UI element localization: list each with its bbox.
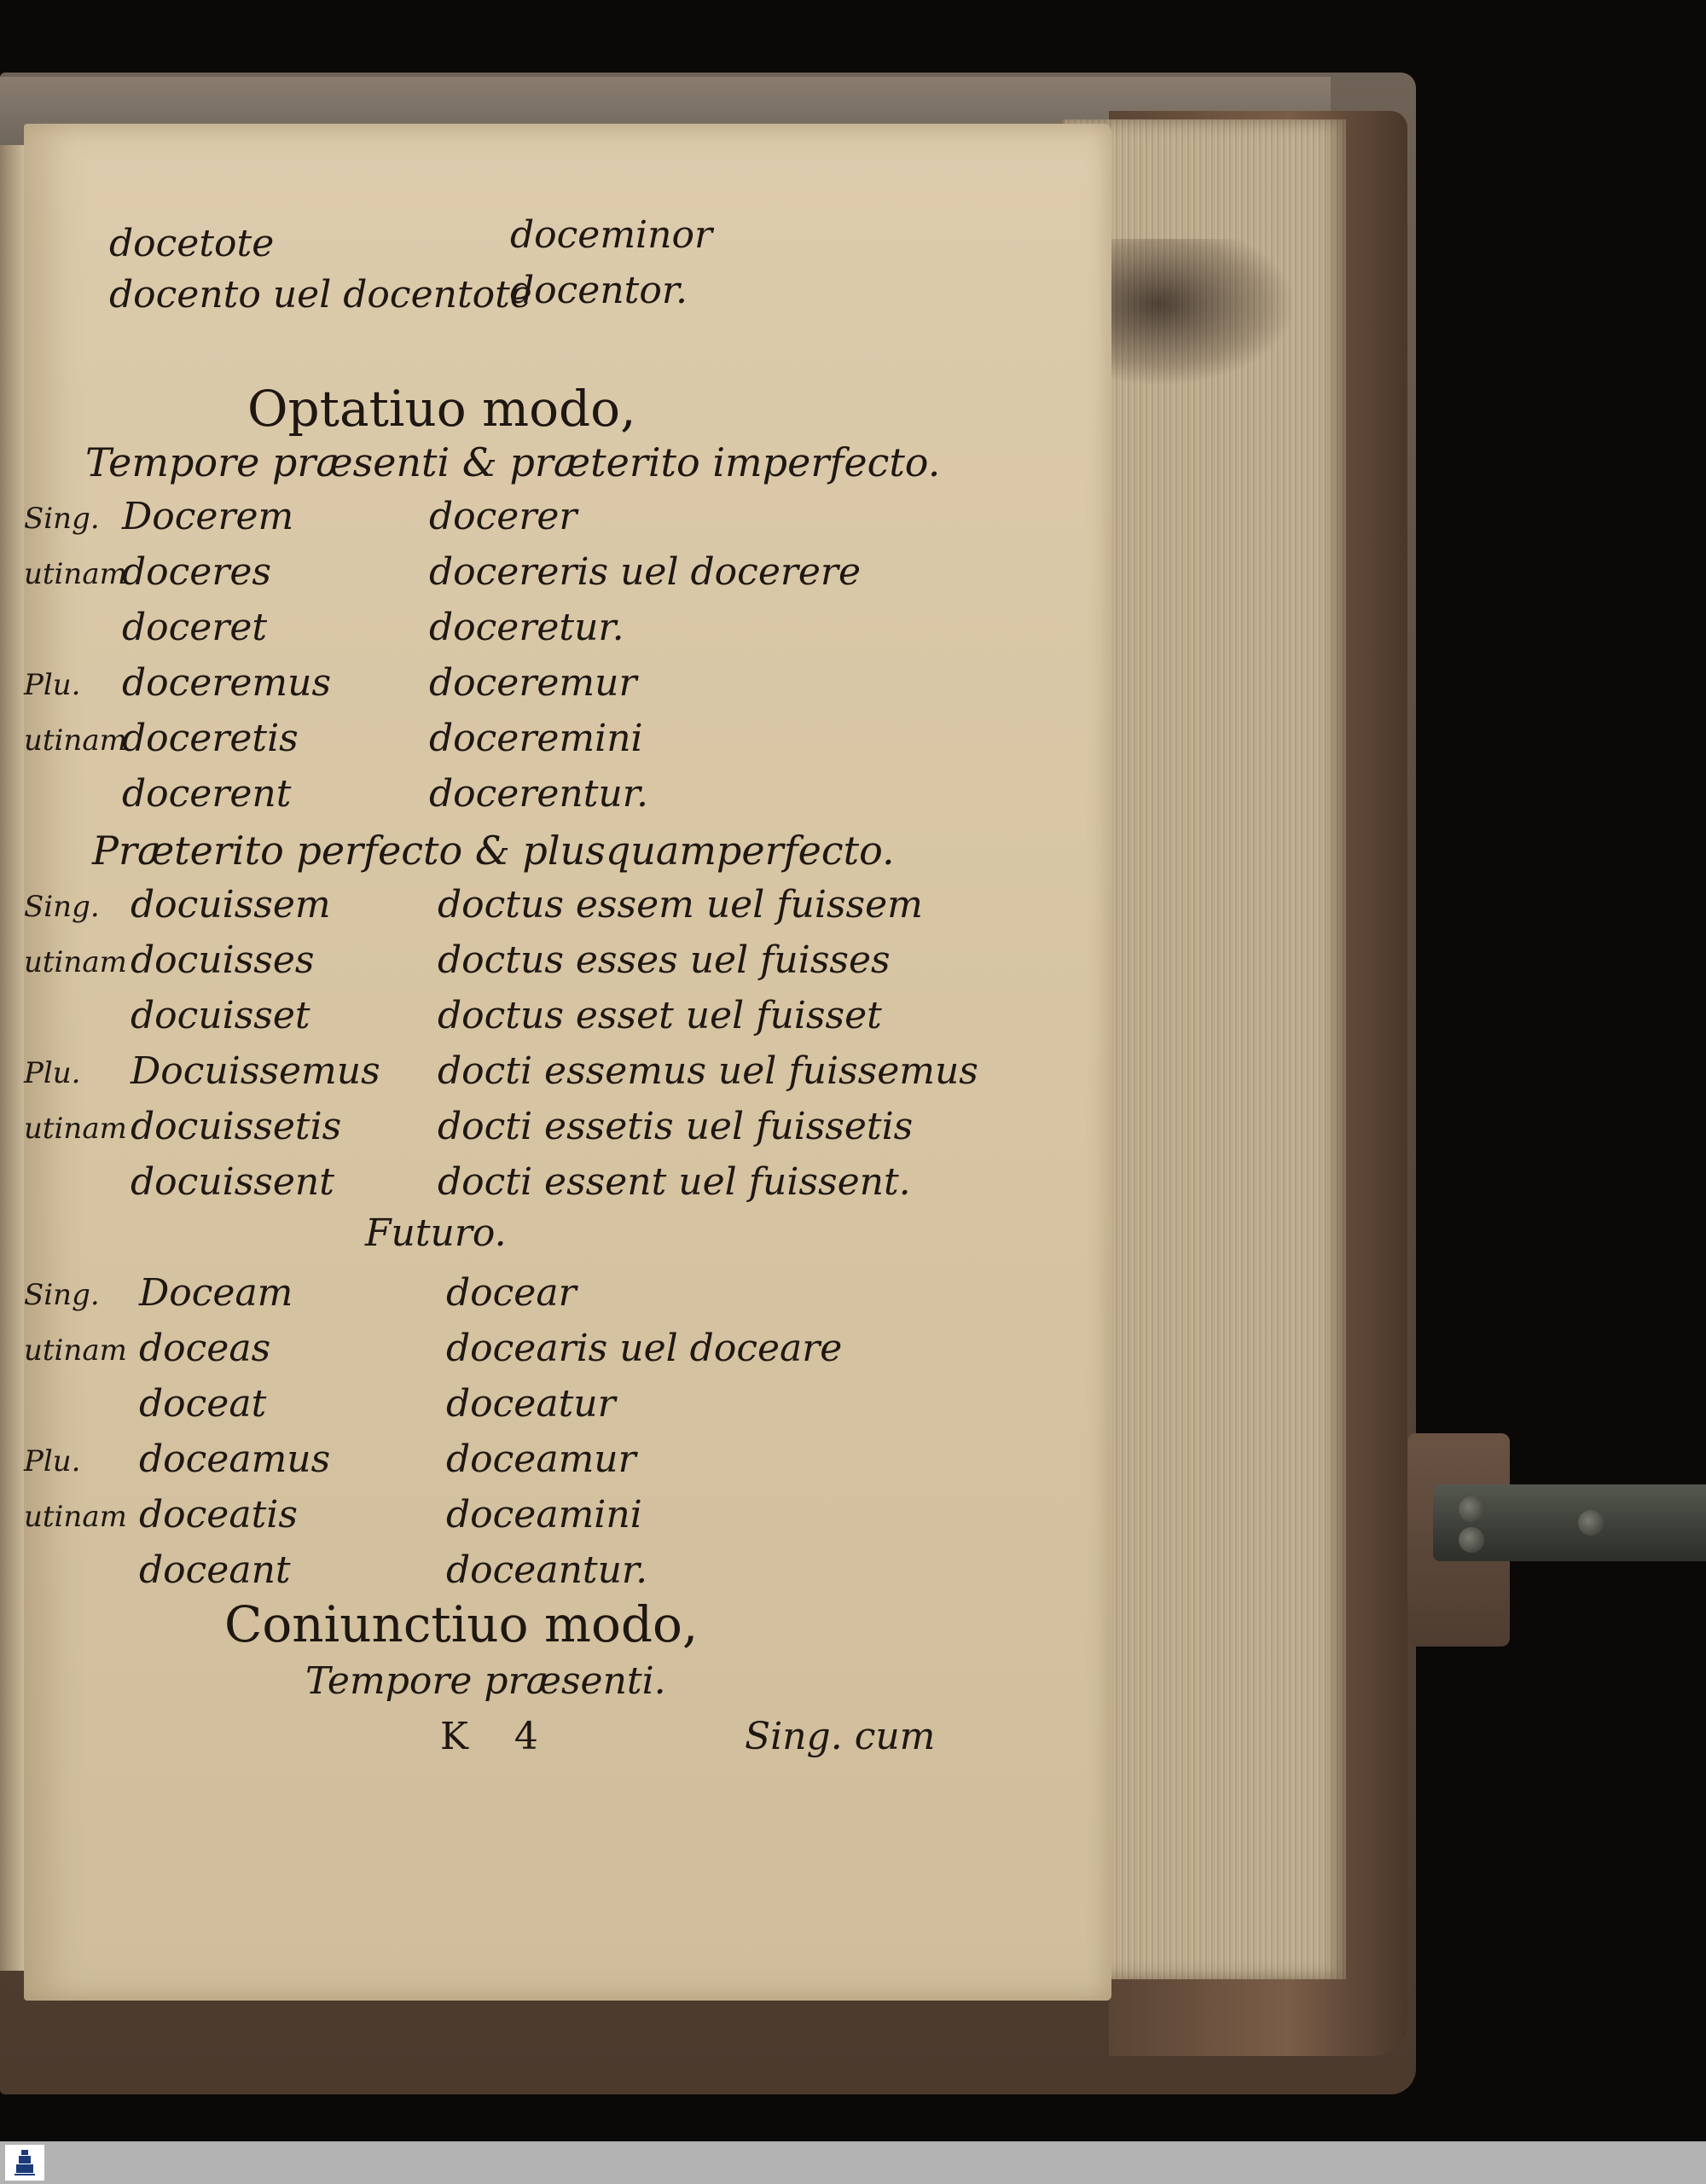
top-line-right: doceminor	[510, 213, 712, 257]
passive-form: docti essetis uel fuissetis	[438, 1105, 914, 1148]
active-form: doceamus	[139, 1438, 331, 1481]
passive-form: docerer	[429, 495, 577, 538]
signature-mark: K 4	[440, 1715, 555, 1758]
passive-form: doctus esset uel fuisset	[438, 994, 882, 1037]
row-label: utinam	[24, 945, 127, 979]
catchword: Sing. cum	[745, 1715, 936, 1758]
active-form: docuisset	[131, 994, 310, 1037]
rivet	[1578, 1510, 1604, 1536]
passive-form: doctus essem uel fuissem	[438, 883, 923, 926]
rivet	[1459, 1527, 1484, 1553]
book-page	[24, 124, 1111, 2001]
passive-form: docereris uel docerere	[429, 550, 861, 594]
subjunctive-subheading: Tempore præsenti.	[305, 1659, 666, 1703]
active-form: doceret	[122, 606, 268, 649]
active-form: docuissetis	[131, 1105, 342, 1148]
row-label: utinam	[24, 1333, 127, 1368]
passive-form: doceamur	[446, 1438, 636, 1481]
passive-form: docear	[446, 1271, 577, 1315]
row-label: Plu.	[24, 1056, 81, 1090]
passive-form: doceantur.	[446, 1548, 648, 1592]
passive-form: docearis uel doceare	[446, 1327, 843, 1370]
passive-form: docti essemus uel fuissemus	[438, 1049, 978, 1093]
passive-form: doctus esses uel fuisses	[438, 938, 891, 982]
active-form: doceres	[122, 550, 271, 594]
row-label: Plu.	[24, 668, 81, 702]
future-heading: Futuro.	[365, 1211, 507, 1255]
active-form: Docerem	[122, 495, 294, 538]
passive-form: docti essent uel fuissent.	[438, 1160, 911, 1204]
active-form: doceremus	[122, 661, 332, 705]
rivet	[1459, 1496, 1484, 1522]
active-form: Doceam	[139, 1271, 293, 1315]
clasp-metal	[1433, 1484, 1706, 1561]
row-label: utinam	[24, 723, 127, 758]
active-form: docuissem	[131, 883, 331, 926]
row-label: utinam	[24, 1112, 127, 1146]
active-form: doceat	[139, 1382, 267, 1426]
active-form: doceatis	[139, 1493, 298, 1536]
passive-form: doceretur.	[429, 606, 624, 649]
top-line-left: docetote	[109, 222, 275, 265]
active-form: docuisses	[131, 938, 315, 982]
passive-form: doceatur	[446, 1382, 616, 1426]
active-form: Docuissemus	[131, 1049, 380, 1093]
active-form: doceas	[139, 1327, 271, 1370]
passive-form: docerentur.	[429, 772, 648, 816]
present-heading: Tempore præsenti & præterito imperfecto.	[85, 439, 941, 485]
library-logo-icon	[5, 2145, 44, 2181]
subjunctive-heading: Coniunctiuo modo,	[224, 1595, 699, 1653]
perfect-heading: Præterito perfecto & plusquamperfecto.	[92, 828, 895, 874]
passive-form: doceremini	[429, 717, 643, 760]
passive-form: doceremur	[429, 661, 637, 705]
active-form: docuissent	[131, 1160, 334, 1204]
row-label: utinam	[24, 557, 127, 591]
footer-bar	[0, 2141, 1706, 2184]
active-form: doceant	[139, 1548, 291, 1592]
top-line-left: docento uel docentote	[109, 273, 532, 317]
optative-heading: Optatiuo modo,	[247, 380, 636, 438]
left-page-edge	[0, 145, 26, 1971]
row-label: Plu.	[24, 1444, 81, 1478]
passive-form: doceamini	[446, 1493, 642, 1536]
active-form: docerent	[122, 772, 292, 816]
row-label: Sing.	[24, 1278, 100, 1312]
row-label: Sing.	[24, 890, 100, 924]
top-line-right: docentor.	[510, 269, 688, 312]
row-label: utinam	[24, 1500, 127, 1534]
active-form: doceretis	[122, 717, 299, 760]
row-label: Sing.	[24, 502, 100, 536]
